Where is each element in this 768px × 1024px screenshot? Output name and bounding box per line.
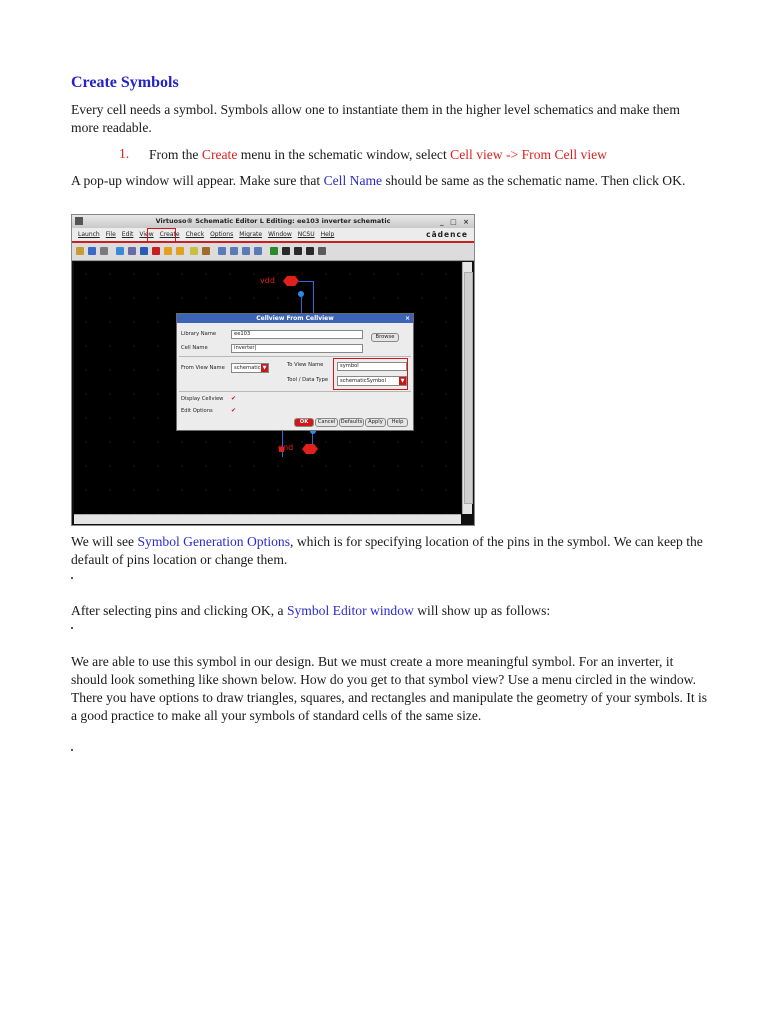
app-icon xyxy=(75,217,83,225)
dialog-title xyxy=(177,314,413,323)
menu-ncsu[interactable]: NCSU xyxy=(297,231,315,238)
cell-name-ref: Cell Name xyxy=(323,173,383,188)
menu-view[interactable]: View xyxy=(139,231,154,238)
vertical-scrollbar[interactable] xyxy=(462,262,472,514)
meaningful-symbol-paragraph: We are able to use this symbol in our design. But we must create a more meaningful symbol. For an inverter, it should look something like shown below. How do you get to that symbol view? Use a menu circled in the window. There you have options to draw triangles, squares, and rectangles and manipulate the geometry of your symbols. It is a good practice to make all your symbols of standard cells of the same size. xyxy=(71,654,708,723)
editor-text-b: will show up as follows: xyxy=(413,603,551,618)
check-save-icon[interactable] xyxy=(318,247,326,255)
stretch-icon[interactable] xyxy=(140,247,148,255)
create-menu-ref: Create xyxy=(201,147,238,162)
menu-help[interactable]: Help xyxy=(320,231,335,238)
delete-icon[interactable] xyxy=(152,247,160,255)
edit-icon[interactable] xyxy=(202,247,210,255)
wire-icon[interactable] xyxy=(270,247,278,255)
zoom-fit-icon[interactable] xyxy=(218,247,226,255)
pin-icon[interactable] xyxy=(282,247,290,255)
help-button[interactable]: Help xyxy=(387,418,408,427)
intro-paragraph: Every cell needs a symbol. Symbols allow one to instantiate them in the higher level schematics and make them more readable. xyxy=(71,102,680,135)
cell-name-field[interactable]: inverter| xyxy=(231,344,363,353)
tool-type-value: schematicSymbol xyxy=(340,378,386,384)
to-view-field[interactable]: symbol xyxy=(337,362,407,371)
vdd-label: vdd xyxy=(260,276,275,285)
zoom-out-icon[interactable] xyxy=(242,247,250,255)
move-icon[interactable] xyxy=(116,247,124,255)
cellview-menu-ref: Cell view -> From Cell view xyxy=(450,147,607,162)
chevron-down-icon: ▼ xyxy=(262,365,267,371)
popup-paragraph xyxy=(71,172,711,190)
menu-window[interactable]: Window xyxy=(268,231,292,238)
menu-options[interactable]: Options xyxy=(210,231,234,238)
menu-launch[interactable]: Launch xyxy=(78,231,100,238)
save-icon[interactable] xyxy=(100,247,108,255)
to-view-label: To View Name xyxy=(287,362,324,368)
editor-text-a: After selecting pins and clicking OK, a xyxy=(71,603,287,618)
cadence-logo: cādence xyxy=(426,230,468,239)
dialog-title-text: Cellview From Cellview xyxy=(256,315,334,322)
step-number: 1. xyxy=(119,146,130,161)
gnd-pin[interactable] xyxy=(302,444,318,454)
menu-migrate[interactable]: Migrate xyxy=(239,231,263,238)
menu-check[interactable]: Check xyxy=(185,231,205,238)
copy-icon[interactable] xyxy=(128,247,136,255)
gnd-label: gnd xyxy=(278,443,294,452)
image-placeholder xyxy=(71,627,73,629)
wire-junction xyxy=(298,291,304,297)
label-icon[interactable] xyxy=(294,247,302,255)
menu-edit[interactable]: Edit xyxy=(121,231,134,238)
to-view-highlight xyxy=(333,358,408,390)
popup-text-b: should be same as the schematic name. Then click OK. xyxy=(382,173,686,188)
symbol-editor-paragraph xyxy=(71,602,711,620)
undo-icon[interactable] xyxy=(164,247,172,255)
window-controls[interactable]: _ □ × xyxy=(440,218,471,226)
display-cellview-label: Display Cellview xyxy=(181,396,224,402)
window-titlebar xyxy=(72,215,474,229)
symbol-options-paragraph xyxy=(71,533,711,569)
toolbar xyxy=(72,243,474,261)
tool-type-label: Tool / Data Type xyxy=(287,377,329,383)
menu-bar xyxy=(72,228,474,243)
edit-options-label: Edit Options xyxy=(181,408,213,414)
instance-icon[interactable] xyxy=(306,247,314,255)
menu-file[interactable]: File xyxy=(105,231,116,238)
ok-button[interactable]: OK xyxy=(294,418,314,427)
image-placeholder xyxy=(71,749,73,751)
cellview-dialog xyxy=(176,313,414,431)
new-icon[interactable] xyxy=(76,247,84,255)
virtuoso-screenshot xyxy=(71,214,475,526)
symbol-editor-ref: Symbol Editor window xyxy=(286,603,414,618)
defaults-button[interactable]: Defaults xyxy=(340,419,363,425)
library-name-label: Library Name xyxy=(181,331,217,337)
from-view-value: schematic xyxy=(234,365,261,371)
step-1-text xyxy=(149,146,709,164)
cancel-button[interactable]: Cancel xyxy=(315,418,338,427)
page-title: Create Symbols xyxy=(71,74,179,91)
divider xyxy=(179,391,411,392)
wire xyxy=(299,281,313,282)
vdd-pin[interactable] xyxy=(283,276,299,286)
options-text-b: , which is for specifying location of the pins in the symbol. We can keep the default of pins location or change them. xyxy=(71,534,703,567)
zoom-in-icon[interactable] xyxy=(230,247,238,255)
step-text-a: From the xyxy=(149,147,202,162)
property-icon[interactable] xyxy=(190,247,198,255)
browse-button[interactable]: Browse xyxy=(371,333,399,342)
cell-name-label: Cell Name xyxy=(181,345,208,351)
menu-create[interactable]: Create xyxy=(159,231,180,238)
display-cellview-checkbox[interactable]: ✔ xyxy=(231,395,237,402)
library-name-field[interactable]: ee103 xyxy=(231,330,363,339)
edit-options-checkbox[interactable]: ✔ xyxy=(231,407,237,414)
options-text-a: We will see xyxy=(71,534,138,549)
chevron-down-icon: ▼ xyxy=(400,378,405,384)
open-icon[interactable] xyxy=(88,247,96,255)
from-view-label: From View Name xyxy=(181,365,225,371)
zoom-box-icon[interactable] xyxy=(254,247,262,255)
apply-button[interactable]: Apply xyxy=(365,418,386,427)
scroll-thumb[interactable] xyxy=(464,272,473,504)
image-placeholder xyxy=(71,577,73,579)
close-icon[interactable]: × xyxy=(404,315,410,322)
divider xyxy=(179,356,411,357)
window-title: Virtuoso® Schematic Editor L Editing: ee103 inverter schematic xyxy=(155,217,391,225)
redo-icon[interactable] xyxy=(176,247,184,255)
popup-text-a: A pop-up window will appear. Make sure that xyxy=(71,173,324,188)
step-text-b: menu in the schematic window, select xyxy=(237,147,451,162)
from-view-select[interactable] xyxy=(231,363,269,373)
horizontal-scrollbar[interactable] xyxy=(74,514,461,524)
symbol-generation-ref: Symbol Generation Options xyxy=(137,534,291,549)
